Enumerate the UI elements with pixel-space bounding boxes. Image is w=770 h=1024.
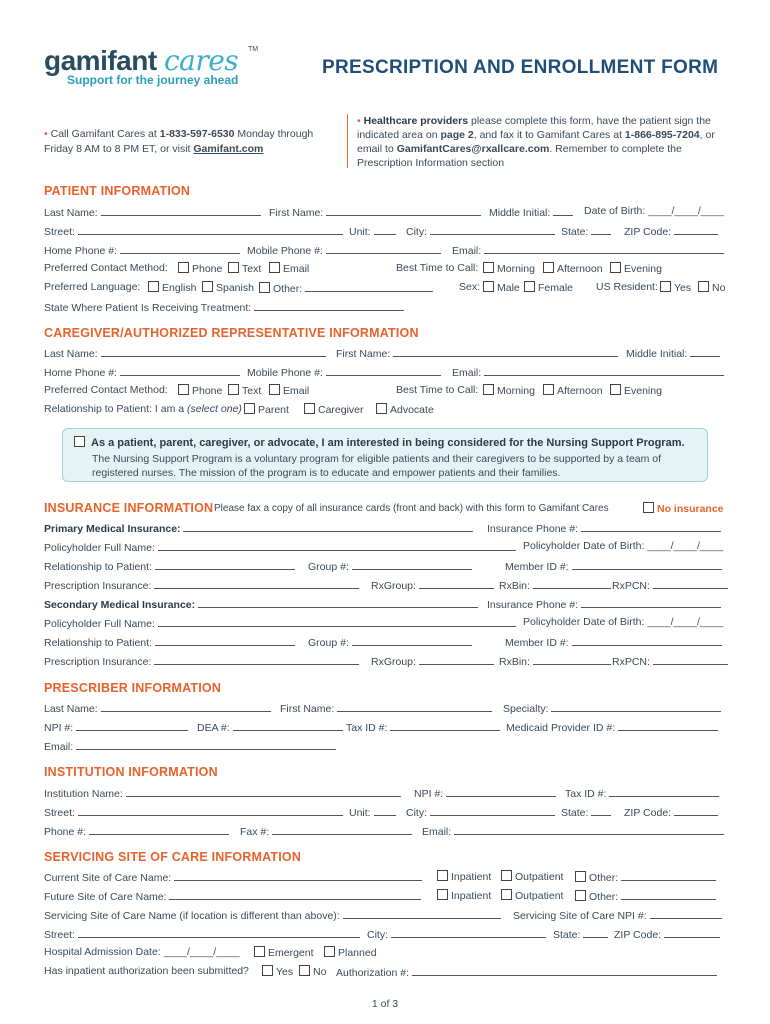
row-current-site: Current Site of Care Name: Inpatient Outpatient Other:	[44, 870, 726, 886]
email-link[interactable]: GamifantCares@rxallcare.com	[396, 143, 550, 155]
patient-email-field[interactable]	[484, 243, 724, 254]
lang-spanish-checkbox[interactable]	[202, 281, 213, 292]
row-institution-contact: Phone #: Fax #: Email:	[44, 824, 726, 840]
page-number: 1 of 3	[371, 998, 399, 1010]
lang-other-checkbox[interactable]	[259, 282, 270, 293]
row-servicing-site: Servicing Site of Care Name (if location is different than above): Servicing Site of Care NPI #:	[44, 908, 726, 924]
section-prescriber: PRESCRIBER INFORMATION	[44, 681, 222, 695]
row-patient-contact: Preferred Contact Method: Phone Text Email Best Time to Call: Morning Afternoon Evening	[44, 262, 662, 275]
current-outpatient-checkbox[interactable]	[501, 870, 512, 881]
time-evening-checkbox[interactable]	[610, 262, 621, 273]
caregiver-email-field[interactable]	[484, 365, 724, 376]
sex-label: Sex:	[459, 281, 481, 293]
patient-middle-initial-field[interactable]	[553, 205, 573, 216]
caregiver-first-name-field[interactable]	[393, 346, 618, 357]
authorization-number-field[interactable]	[412, 965, 717, 976]
logo-tagline: Support for the journey ahead	[67, 73, 239, 87]
institution-city-field[interactable]	[430, 805, 555, 816]
auth-yes-checkbox[interactable]	[262, 965, 273, 976]
secondary-rxbin-field[interactable]	[533, 654, 611, 665]
secondary-med-field[interactable]	[198, 597, 478, 608]
secondary-group-field[interactable]	[352, 635, 472, 646]
lang-other-field[interactable]	[305, 281, 433, 292]
row-primary-med: Primary Medical Insurance: Insurance Phone #:	[44, 521, 726, 537]
prescriber-specialty-field[interactable]	[551, 701, 721, 712]
patient-city-field[interactable]	[430, 224, 555, 235]
time-morning-checkbox[interactable]	[483, 262, 494, 273]
row-servicing-address: Street: City: State: ZIP Code:	[44, 927, 726, 943]
contact-email-checkbox[interactable]	[269, 262, 280, 273]
row-future-site: Future Site of Care Name: Inpatient Outpatient Other:	[44, 889, 726, 905]
resident-yes-checkbox[interactable]	[660, 281, 671, 292]
secondary-rxgroup-field[interactable]	[419, 654, 494, 665]
rel-caregiver-checkbox[interactable]	[304, 403, 315, 414]
fax-number: 1-866-895-7204	[624, 129, 700, 141]
servicing-npi-field[interactable]	[650, 908, 722, 919]
section-caregiver: CAREGIVER/AUTHORIZED REPRESENTATIVE INFORMATION	[44, 326, 419, 340]
row-secondary-policyholder: Policyholder Full Name: Policyholder Date of Birth: ____/____/____	[44, 616, 724, 630]
row-prescriber-email: Email:	[44, 739, 726, 755]
secondary-policyholder-dob-field[interactable]: ____/____/____	[647, 616, 724, 628]
prescriber-email-field[interactable]	[76, 739, 336, 750]
institution-tax-id-field[interactable]	[609, 786, 719, 797]
caregiver-middle-initial-field[interactable]	[690, 346, 720, 357]
servicing-city-field[interactable]	[391, 927, 546, 938]
patient-street-field[interactable]	[78, 224, 343, 235]
institution-phone-field[interactable]	[89, 824, 229, 835]
section-patient: PATIENT INFORMATION	[44, 184, 191, 198]
row-secondary-relationship: Relationship to Patient: Group #: Member ID #:	[44, 635, 726, 651]
row-admission: Hospital Admission Date: ____/____/____ Emergent Planned	[44, 946, 377, 959]
pref-contact-label: Preferred Contact Method:	[44, 262, 168, 274]
prescriber-medicaid-field[interactable]	[618, 720, 718, 731]
secondary-rx-ins-field[interactable]	[154, 654, 359, 665]
patient-state-field[interactable]	[591, 224, 611, 235]
row-patient-language: Preferred Language: English Spanish Other: Sex: Male Female US Resident: Yes No	[44, 281, 726, 295]
form-title: PRESCRIPTION AND ENROLLMENT FORM	[322, 57, 719, 78]
row-caregiver-phones: Home Phone #: Mobile Phone #: Email:	[44, 365, 726, 381]
patient-dob-field[interactable]: ____/____/____	[648, 205, 725, 217]
intro-hcp: • Healthcare providers please complete this form, have the patient sign the indicated area on page 2, and fax it to Gamifant Cares at 1-866-895-7204, or email to GamifantCares@rxallcare.com. Remember to complete the Prescription Information section	[357, 115, 715, 169]
website-link[interactable]: Gamifant.com	[193, 143, 264, 155]
servicing-state-field[interactable]	[583, 927, 608, 938]
future-outpatient-checkbox[interactable]	[501, 889, 512, 900]
treatment-state-field[interactable]	[254, 300, 404, 311]
future-inpatient-checkbox[interactable]	[437, 889, 448, 900]
institution-unit-field[interactable]	[374, 805, 396, 816]
row-prescriber-name: Last Name: First Name: Specialty:	[44, 701, 726, 717]
prescriber-tax-id-field[interactable]	[390, 720, 500, 731]
row-primary-policyholder: Policyholder Full Name: Policyholder Date of Birth: ____/____/____	[44, 540, 724, 554]
time-afternoon-checkbox[interactable]	[543, 262, 554, 273]
patient-unit-field[interactable]	[374, 224, 396, 235]
row-inpatient-auth: Has inpatient authorization been submitted? Yes No Authorization #:	[44, 965, 726, 981]
contact-text-checkbox[interactable]	[228, 262, 239, 273]
prescriber-dea-field[interactable]	[233, 720, 343, 731]
cg-time-afternoon-checkbox[interactable]	[543, 384, 554, 395]
current-other-checkbox[interactable]	[575, 871, 586, 882]
pref-language-label: Preferred Language:	[44, 281, 141, 293]
prescriber-first-name-field[interactable]	[337, 701, 492, 712]
secondary-policyholder-field[interactable]	[158, 616, 516, 627]
primary-member-id-field[interactable]	[572, 559, 722, 570]
row-institution-address: Street: Unit: City: State: ZIP Code:	[44, 805, 726, 821]
logo-trademark: TM	[248, 46, 259, 53]
institution-state-field[interactable]	[591, 805, 611, 816]
caregiver-home-phone-field[interactable]	[120, 365, 240, 376]
cg-pref-contact-label: Preferred Contact Method:	[44, 384, 168, 396]
nursing-support-title: As a patient, parent, caregiver, or advocate, I am interested in being considered for the Nursing Support Program.	[74, 436, 685, 449]
institution-email-field[interactable]	[454, 824, 724, 835]
cg-contact-text-checkbox[interactable]	[228, 384, 239, 395]
cg-time-evening-checkbox[interactable]	[610, 384, 621, 395]
primary-rxbin-field[interactable]	[533, 578, 611, 589]
institution-zip-field[interactable]	[674, 805, 718, 816]
primary-rxgroup-field[interactable]	[419, 578, 494, 589]
primary-policyholder-field[interactable]	[158, 540, 516, 551]
row-caregiver-name: Last Name: First Name: Middle Initial:	[44, 346, 726, 362]
secondary-member-id-field[interactable]	[572, 635, 722, 646]
section-servicing-site: SERVICING SITE OF CARE INFORMATION	[44, 850, 302, 864]
no-insurance-checkbox[interactable]	[643, 502, 654, 513]
auth-no-checkbox[interactable]	[299, 965, 310, 976]
cg-time-morning-checkbox[interactable]	[483, 384, 494, 395]
row-patient-phones: Home Phone #: Mobile Phone #: Email:	[44, 243, 726, 259]
row-prescriber-ids: NPI #: DEA #: Tax ID #: Medicaid Provider ID #:	[44, 720, 726, 736]
row-secondary-med: Secondary Medical Insurance: Insurance Phone #:	[44, 597, 726, 613]
current-inpatient-checkbox[interactable]	[437, 870, 448, 881]
servicing-street-field[interactable]	[78, 927, 360, 938]
section-insurance: INSURANCE INFORMATION	[44, 501, 214, 515]
resident-no-checkbox[interactable]	[698, 281, 709, 292]
admission-date-field[interactable]: ____/____/____	[163, 946, 240, 958]
row-treatment-state: State Where Patient Is Receiving Treatment:	[44, 300, 726, 316]
best-time-label: Best Time to Call:	[396, 262, 479, 274]
nursing-support-checkbox[interactable]	[74, 436, 85, 447]
primary-rxpcn-field[interactable]	[653, 578, 728, 589]
patient-mobile-phone-field[interactable]	[326, 243, 441, 254]
patient-home-phone-field[interactable]	[120, 243, 240, 254]
servicing-zip-field[interactable]	[664, 927, 720, 938]
primary-group-field[interactable]	[352, 559, 472, 570]
primary-med-field[interactable]	[183, 521, 473, 532]
primary-relationship-field[interactable]	[155, 559, 295, 570]
patient-first-name-field[interactable]	[326, 205, 481, 216]
intro-contact: • Call Gamifant Cares at 1-833-597-6530 Monday through Friday 8 AM to 8 PM ET, or visit Gamifant.com	[44, 128, 314, 155]
institution-fax-field[interactable]	[272, 824, 412, 835]
section-institution: INSTITUTION INFORMATION	[44, 765, 218, 779]
row-primary-rx: Prescription Insurance: RxGroup: RxBin: RxPCN:	[44, 578, 726, 594]
intro-divider	[347, 114, 348, 168]
nursing-support-description: The Nursing Support Program is a voluntary program for eligible patients and their caregivers to be supported by a team of registered nurses. The mission of the program is to educate and empower patients and their families.	[92, 453, 662, 479]
insurance-note: Please fax a copy of all insurance cards (front and back) with this form to Gamifant Cares	[214, 503, 609, 514]
sex-female-checkbox[interactable]	[524, 281, 535, 292]
logo-word-gamifant: gamifant	[44, 45, 157, 76]
caregiver-last-name-field[interactable]	[101, 346, 326, 357]
cg-contact-phone-checkbox[interactable]	[178, 384, 189, 395]
row-caregiver-contact: Preferred Contact Method: Phone Text Email Best Time to Call: Morning Afternoon Evening	[44, 384, 662, 397]
current-other-field[interactable]	[621, 870, 716, 881]
row-patient-name: Last Name: First Name: Middle Initial: Date of Birth: ____/____/____	[44, 205, 725, 219]
inpatient-auth-label: Has inpatient authorization been submitted?	[44, 965, 249, 977]
row-patient-address: Street: Unit: City: State: ZIP Code:	[44, 224, 726, 240]
primary-policyholder-dob-field[interactable]: ____/____/____	[647, 540, 724, 552]
cg-best-time-label: Best Time to Call:	[396, 384, 479, 396]
lang-english-checkbox[interactable]	[148, 281, 159, 292]
prescriber-npi-field[interactable]	[76, 720, 188, 731]
secondary-relationship-field[interactable]	[155, 635, 295, 646]
row-relationship: Relationship to Patient: I am a (select one) Parent Caregiver Advocate	[44, 403, 434, 416]
row-primary-relationship: Relationship to Patient: Group #: Member ID #:	[44, 559, 726, 575]
servicing-site-field[interactable]	[343, 908, 501, 919]
institution-npi-field[interactable]	[446, 786, 556, 797]
future-site-field[interactable]	[169, 889, 421, 900]
caregiver-mobile-phone-field[interactable]	[326, 365, 441, 376]
cg-contact-email-checkbox[interactable]	[269, 384, 280, 395]
future-other-checkbox[interactable]	[575, 890, 586, 901]
primary-rx-ins-field[interactable]	[154, 578, 359, 589]
institution-street-field[interactable]	[78, 805, 343, 816]
rel-parent-checkbox[interactable]	[244, 403, 255, 414]
secondary-ins-phone-field[interactable]	[581, 597, 721, 608]
no-insurance-option: No insurance	[643, 502, 724, 515]
us-resident-label: US Resident:	[596, 281, 658, 293]
patient-zip-field[interactable]	[674, 224, 718, 235]
future-other-field[interactable]	[621, 889, 716, 900]
prescriber-last-name-field[interactable]	[101, 701, 271, 712]
sex-male-checkbox[interactable]	[483, 281, 494, 292]
rel-advocate-checkbox[interactable]	[376, 403, 387, 414]
admission-planned-checkbox[interactable]	[324, 946, 335, 957]
institution-name-field[interactable]	[126, 786, 401, 797]
primary-ins-phone-field[interactable]	[581, 521, 721, 532]
row-secondary-rx: Prescription Insurance: RxGroup: RxBin: RxPCN:	[44, 654, 726, 670]
secondary-rxpcn-field[interactable]	[653, 654, 728, 665]
patient-last-name-field[interactable]	[101, 205, 261, 216]
admission-emergent-checkbox[interactable]	[254, 946, 265, 957]
cares-phone: 1-833-597-6530	[159, 128, 235, 140]
contact-phone-checkbox[interactable]	[178, 262, 189, 273]
current-site-field[interactable]	[174, 870, 422, 881]
row-institution-name: Institution Name: NPI #: Tax ID #:	[44, 786, 726, 802]
logo-word-cares: cares	[163, 44, 239, 77]
